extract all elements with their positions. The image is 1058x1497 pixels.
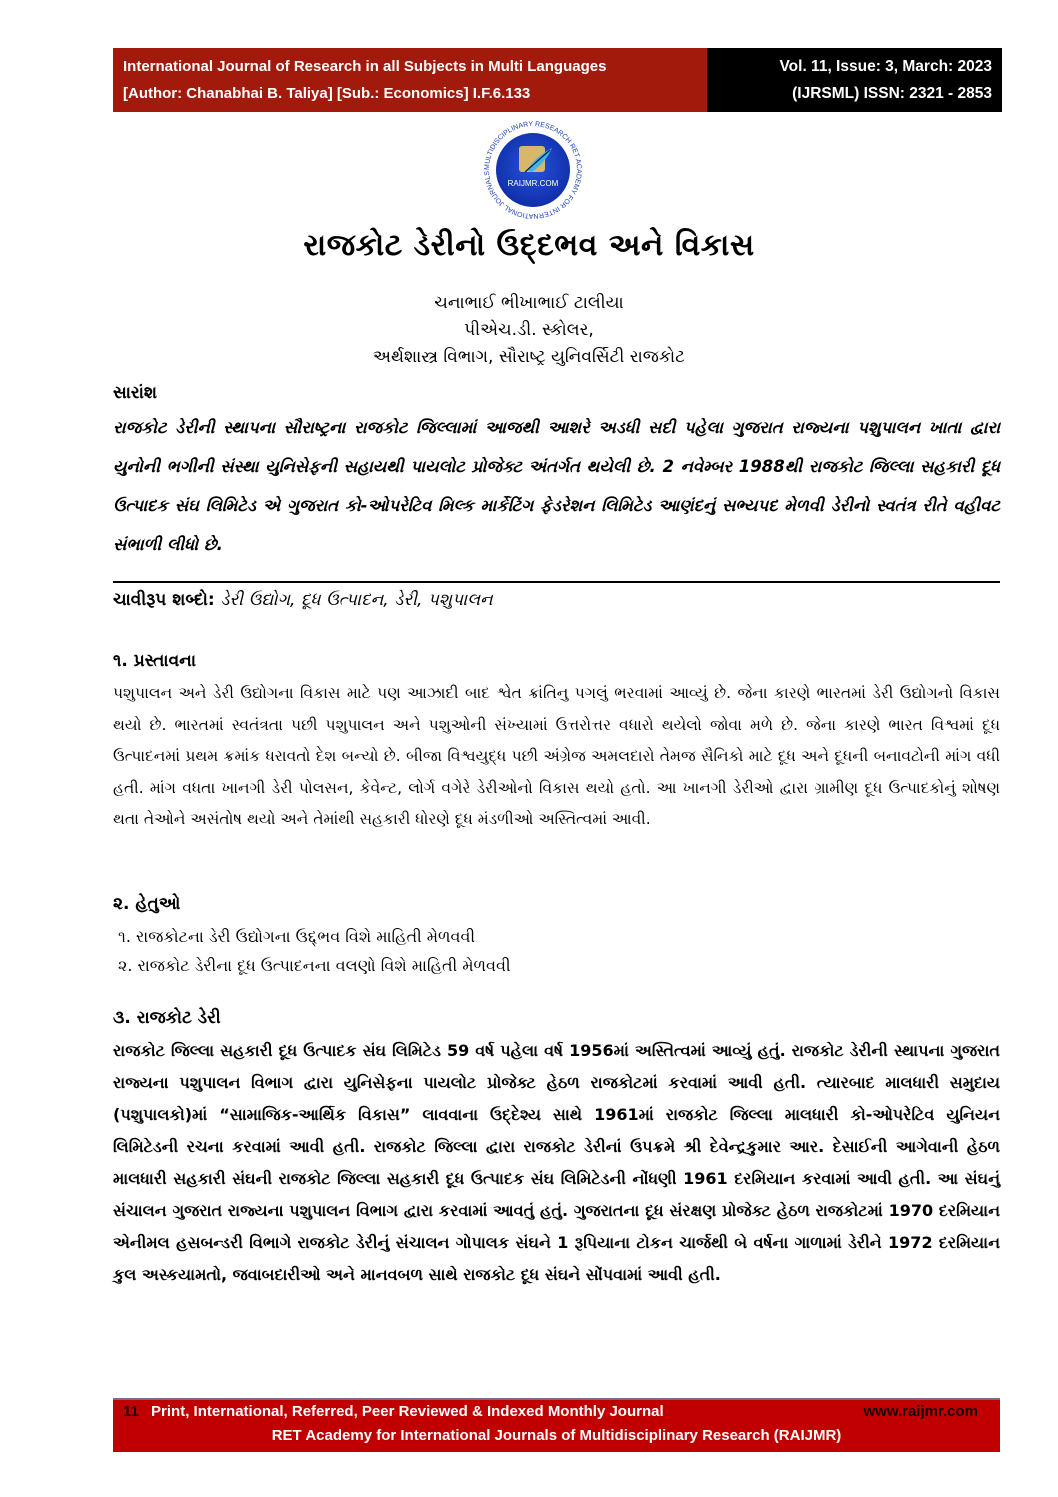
section-heading-objectives: ૨. હેતુઓ (113, 894, 181, 914)
logo-ring-text: MULTIDISCIPLINARY RESEARCH RET ACADEMY FOR INTERNATIONAL JOURNALS (483, 120, 583, 220)
abstract-text: રાજકોટ ડેરીની સ્થાપના સૌરાષ્ટ્રના રાજકોટ જિલ્લામાં આજથી આશરે અડધી સદી પહેલા ગુજરાત રાજ્યના પશુપાલન ખાતા દ્વારા યુનોની ભગીની સંસ્થા યુનિસેફની સહાયથી પાયલોટ પ્રોજેક્ટ અંતર્ગત થયેલી છે. 2 નવેમ્બર 1988થી રાજકોટ જિલ્લા સહકારી દૂધ ઉત્પાદક સંઘ લિમિટેડ એ ગુજરાત કો-ઓપરેટિવ મિલ્ક માર્કેટિંગ ફેડરેશન લિમિટેડ આણંદનું સભ્યપદ મેળવી ડેરીનો સ્વતંત્ર રીતે વહીવટ સંભાળી લીધો છે. (113, 418, 1000, 554)
journal-header-left (113, 48, 707, 112)
publisher-name: RET Academy for International Journals of Multidisciplinary Research (RAIJMR) (271, 1427, 842, 1444)
author-role: પીએચ.ડી. સ્કોલર, (464, 320, 594, 340)
article-title: રાજકોટ ડેરીનો ઉદ્દભવ અને વિકાસ (303, 228, 755, 263)
section-heading-introduction: ૧. પ્રસ્તાવના (113, 651, 197, 671)
journal-type: Print, International, Referred, Peer Reviewed & Indexed Monthly Journal (151, 1403, 664, 1420)
footer-top-row (123, 1403, 978, 1427)
list-item: ૨. રાજકોટ ડેરીના દૂધ ઉત્પાદનના વલણો વિશે માહિતી મેળવવી (118, 956, 511, 975)
section-text-introduction: પશુપાલન અને ડેરી ઉદ્યોગના વિકાસ માટે પણ આઝાદી બાદ શ્વેત ક્રાંતિનુ પગલું ભરવામાં આવ્યું છે. જેના કારણે ભારતમાં ડેરી ઉદ્યોગનો વિકાસ થયો છે. ભારતમાં સ્વતંત્રતા પછી પશુપાલન અને પશુઓની સંખ્યામાં ઉત્તરોત્તર વધારો થયેલો જોવા મળે છે. જેના કારણે ભારત વિશ્વમાં દૂધ ઉત્પાદનમાં પ્રથમ ક્રમાંક ધરાવતો દેશ બન્યો છે. બીજા વિશ્વયુદ્ધ પછી અંગ્રેજ અમલદારો તેમજ સૈનિકો માટે દૂધ અને દૂધની બનાવટોની માંગ વધી હતી. માંગ વધતા ખાનગી ડેરી પોલસન, કેવેન્ટ, લોર્ગ વગેરે ડેરીઓનો વિકાસ થયો હતો. આ ખાનગી ડેરીઓ દ્વારા ગ્રામીણ દૂધ ઉત્પાદકોનું શોષણ થતા તેઓને અસંતોષ થયો અને તેમાંથી સહકારી ધોરણે દૂધ મંડળીઓ અસ્તિત્વમાં આવી. (113, 684, 1000, 828)
divider (113, 581, 1000, 583)
raijmr-logo-icon (480, 118, 586, 222)
keywords-value: ડેરી ઉદ્યોગ, દૂધ ઉત્પાદન, ડેરી, પશુપાલન (220, 590, 493, 610)
author-name: ચનાભાઈ ભીખાભાઈ ટાલીયા (434, 293, 624, 313)
objectives-list (118, 922, 511, 980)
raijmr-logo (480, 118, 586, 222)
page-number: 11 (123, 1403, 139, 1420)
journal-name: International Journal of Research in all Subjects in Multi Languages (123, 58, 607, 75)
logo-center-text: RAIJMR.COM (507, 179, 559, 188)
author-subject-line: [Author: Chanabhai B. Taliya] [Sub.: Economics] I.F.6.133 (123, 85, 531, 102)
issn: (IJRSML) ISSN: 2321 - 2853 (792, 85, 992, 102)
website-link[interactable]: www.raijmr.com (863, 1403, 978, 1420)
abstract-heading: સારાંશ (113, 383, 157, 403)
journal-header-right (707, 48, 1002, 112)
author-block (0, 290, 1058, 371)
section-text-rajkot-dairy: રાજકોટ જિલ્લા સહકારી દૂધ ઉત્પાદક સંઘ લિમિટેડ 59 વર્ષ પહેલા વર્ષ 1956માં અસ્તિત્વમાં આવ્યું હતું. રાજકોટ ડેરીની સ્થાપના ગુજરાત રાજ્યના પશુપાલન વિભાગ દ્વારા યુનિસેફના પાયલોટ પ્રોજેક્ટ હેઠળ રાજકોટમાં કરવામાં આવી હતી. ત્યારબાદ માલધારી સમુદાય (પશુપાલકો)માં “સામાજિક-આર્થિક વિકાસ” લાવવાના ઉદ્દેશ્ય સાથે 1961માં રાજકોટ જિલ્લા માલધારી કો-ઓપરેટિવ યુનિયન લિમિટેડની રચના કરવામાં આવી હતી. રાજકોટ જિલ્લા દ્વારા રાજકોટ ડેરીનાં ઉપક્રમે શ્રી દેવેન્દ્રકુમાર આર. દેસાઈની આગેવાની હેઠળ માલધારી સહકારી સંઘની રાજકોટ જિલ્લા સહકારી દૂધ ઉત્પાદક સંઘ લિમિટેડની નોંધણી 1961 દરમિયાન કરવામાં આવી હતી. આ સંઘનું સંચાલન ગુજરાત રાજ્યના પશુપાલન વિભાગ દ્વારા કરવામાં આવતું હતું. ગુજરાતના દૂધ સંરક્ષણ પ્રોજેક્ટ હેઠળ રાજકોટમાં 1970 દરમિયાન એનીમલ હસબન્ડરી વિભાગે રાજકોટ ડેરીનું સંચાલન ગોપાલક સંઘને 1 રૂપિયાના ટોકન ચાર્જથી બે વર્ષના ગાળામાં ડેરીને 1972 દરમિયાન કુલ અસ્કયામતો, જવાબદારીઓ અને માનવબળ સાથે રાજકોટ દૂધ સંઘને સોંપવામાં આવી હતી. (113, 1041, 1000, 1284)
keywords-label: ચાવીરૂપ શબ્દો: (113, 590, 215, 610)
author-affiliation: અર્થશાસ્ત્ર વિભાગ, સૌરાષ્ટ્ર યુનિવર્સિટી રાજકોટ (373, 347, 685, 367)
journal-footer (113, 1398, 1000, 1452)
volume-issue: Vol. 11, Issue: 3, March: 2023 (779, 58, 992, 75)
keywords (113, 590, 493, 610)
section-heading-rajkot-dairy: ૩. રાજકોટ ડેરી (113, 1008, 221, 1028)
list-item: ૧. રાજકોટના ડેરી ઉદ્યોગના ઉદ્દ્ભવ વિશે માહિતી મેળવવી (118, 927, 476, 946)
